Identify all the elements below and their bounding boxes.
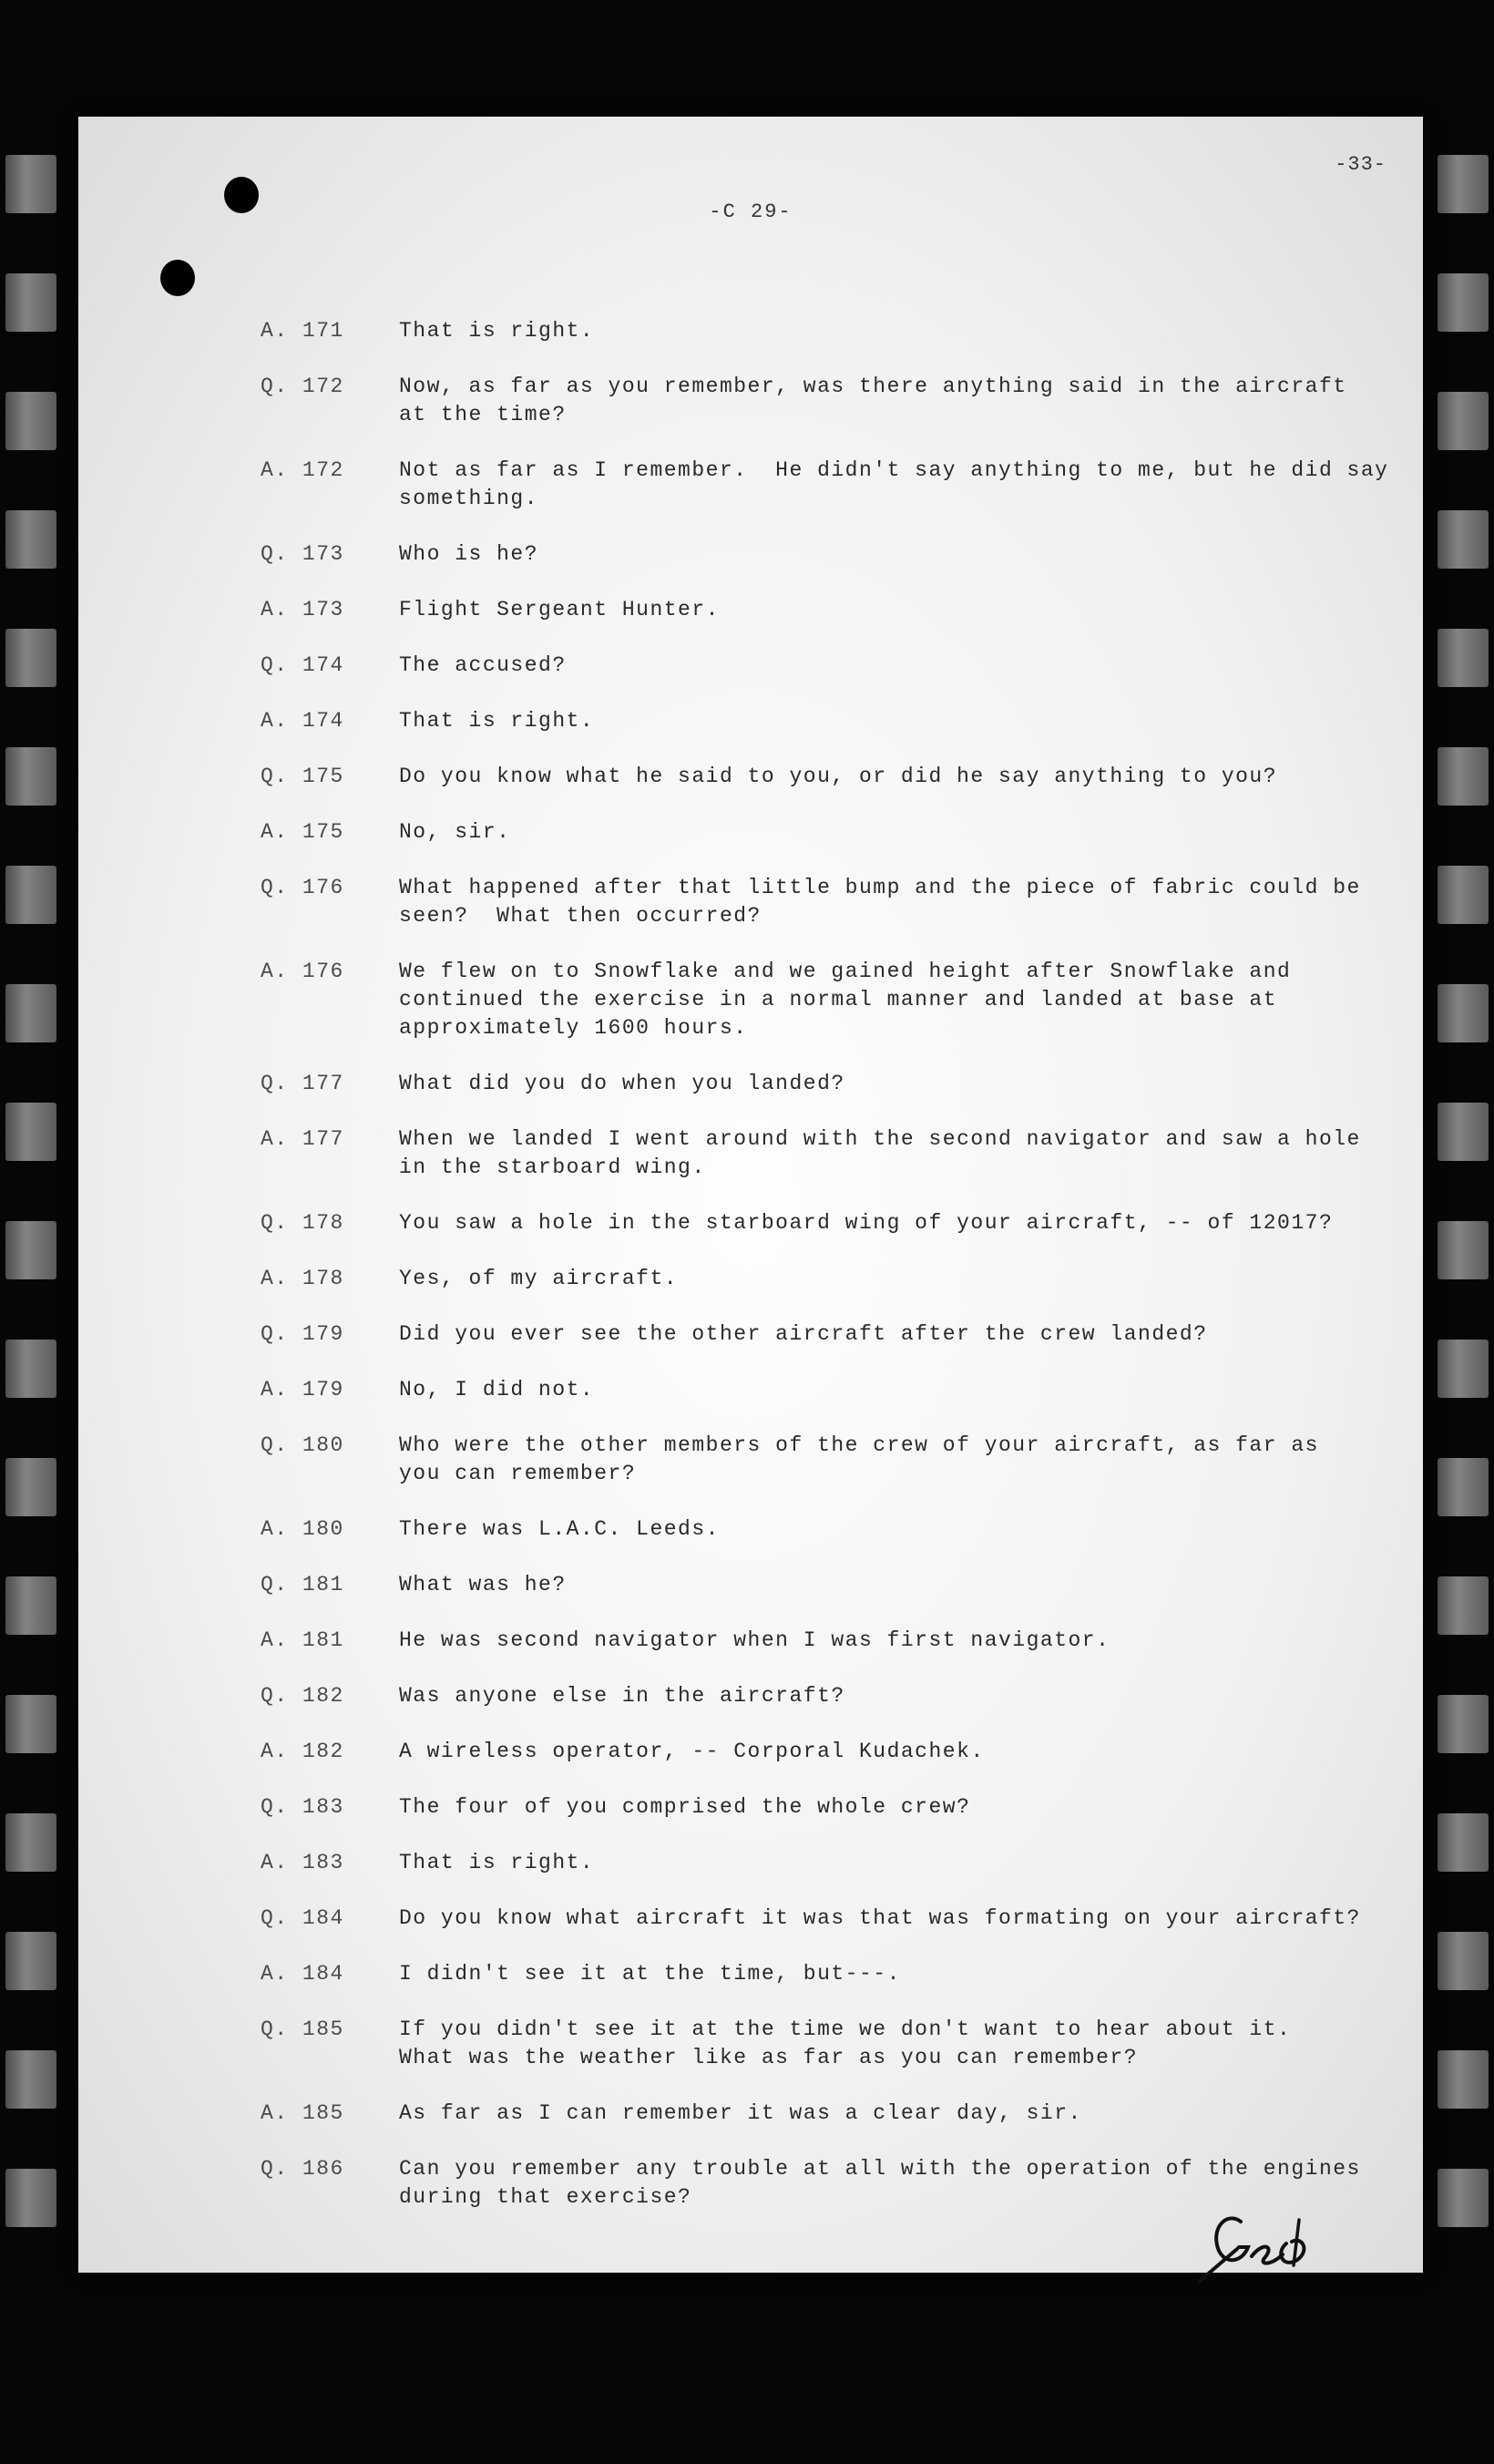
entry-label: A. 185 [261, 2101, 344, 2125]
entry-text: What did you do when you landed? [399, 1072, 845, 1095]
entry-text: No, sir. [399, 820, 511, 844]
film-strip-right [1432, 0, 1494, 2464]
transcript-entry [261, 652, 1399, 680]
entry-label: Q. 176 [261, 876, 344, 899]
entry-text: No, I did not. [399, 1378, 595, 1401]
transcript-entry [261, 1515, 1399, 1544]
sprocket-hole [1438, 1103, 1489, 1161]
entry-text: Yes, of my aircraft. [399, 1267, 679, 1290]
entry-label: Q. 182 [261, 1684, 344, 1708]
transcript-entry [261, 1209, 1399, 1237]
transcript-entry [261, 707, 1399, 735]
transcript-entry [261, 818, 1399, 847]
entry-text: What happened after that little bump and the piece of fabric could be seen? What then occurred? [399, 876, 1361, 928]
sprocket-hole [5, 866, 56, 924]
entry-label: Q. 172 [261, 375, 344, 398]
entry-label: A. 175 [261, 820, 344, 844]
entry-text: Who is he? [399, 542, 539, 566]
entry-label: Q. 178 [261, 1211, 344, 1235]
document-page [78, 117, 1423, 2273]
transcript-entry [261, 2100, 1399, 2128]
transcript-entry [261, 1571, 1399, 1599]
entry-text: Not as far as I remember. He didn't say anything to me, but he did say something. [399, 458, 1389, 510]
transcript-entry [261, 596, 1399, 624]
sprocket-hole [5, 2050, 56, 2109]
entry-label: Q. 175 [261, 765, 344, 788]
sprocket-hole [1438, 984, 1489, 1042]
page-number-center: -C 29- [709, 200, 793, 223]
entry-label: A. 171 [261, 319, 344, 343]
entry-label: Q. 177 [261, 1072, 344, 1095]
entry-label: A. 177 [261, 1127, 344, 1151]
sprocket-hole [1438, 392, 1489, 450]
entry-text: Can you remember any trouble at all with the operation of the engines during that exercise? [399, 2157, 1361, 2209]
sprocket-hole [5, 392, 56, 450]
entry-text: We flew on to Snowflake and we gained height after Snowflake and continued the exercise in a normal manner and landed at base at approximately 1600 hours. [399, 960, 1292, 1040]
entry-text: That is right. [399, 709, 595, 733]
transcript-entry [261, 1265, 1399, 1293]
entry-text: I didn't see it at the time, but---. [399, 1962, 901, 1986]
entry-text: Who were the other members of the crew of your aircraft, as far as you can remember? [399, 1433, 1319, 1485]
transcript [261, 317, 1399, 2239]
entry-label: A. 180 [261, 1517, 344, 1541]
sprocket-hole [1438, 1932, 1489, 1990]
sprocket-hole [5, 2169, 56, 2227]
transcript-entry [261, 1793, 1399, 1822]
entry-label: Q. 185 [261, 2017, 344, 2041]
transcript-entry [261, 1627, 1399, 1655]
sprocket-hole [5, 629, 56, 687]
entry-label: Q. 180 [261, 1433, 344, 1457]
entry-label: Q. 183 [261, 1795, 344, 1819]
punch-hole [160, 260, 195, 296]
sprocket-hole [5, 1221, 56, 1279]
entry-text: Do you know what he said to you, or did he say anything to you? [399, 765, 1278, 788]
transcript-entry [261, 1376, 1399, 1404]
transcript-entry [261, 1320, 1399, 1349]
entry-label: Q. 173 [261, 542, 344, 566]
sprocket-hole [5, 1695, 56, 1753]
transcript-entry [261, 2016, 1399, 2072]
transcript-entry [261, 1849, 1399, 1877]
film-strip-left [0, 0, 62, 2464]
entry-text: That is right. [399, 1851, 595, 1874]
transcript-entry [261, 874, 1399, 930]
sprocket-hole [1438, 866, 1489, 924]
sprocket-hole [1438, 1340, 1489, 1398]
sprocket-hole [1438, 1221, 1489, 1279]
sprocket-hole [1438, 510, 1489, 569]
entry-label: A. 172 [261, 458, 344, 482]
entry-text: When we landed I went around with the second navigator and saw a hole in the starboard wing. [399, 1127, 1361, 1179]
entry-text: The four of you comprised the whole crew? [399, 1795, 971, 1819]
entry-text: Flight Sergeant Hunter. [399, 598, 720, 621]
entry-label: A. 184 [261, 1962, 344, 1986]
sprocket-hole [5, 1458, 56, 1516]
transcript-entry [261, 457, 1399, 513]
entry-label: A. 183 [261, 1851, 344, 1874]
sprocket-hole [1438, 2050, 1489, 2109]
entry-label: A. 179 [261, 1378, 344, 1401]
entry-text: What was he? [399, 1573, 567, 1596]
entry-label: Q. 184 [261, 1906, 344, 1930]
entry-text: Was anyone else in the aircraft? [399, 1684, 845, 1708]
transcript-entry [261, 1738, 1399, 1766]
sprocket-hole [5, 1813, 56, 1872]
signature-initials [1199, 2202, 1345, 2284]
entry-label: A. 173 [261, 598, 344, 621]
entry-text: You saw a hole in the starboard wing of your aircraft, -- of 12017? [399, 1211, 1334, 1235]
entry-text: That is right. [399, 319, 595, 343]
entry-label: A. 182 [261, 1740, 344, 1763]
transcript-entry [261, 540, 1399, 569]
entry-label: Q. 181 [261, 1573, 344, 1596]
sprocket-hole [1438, 1813, 1489, 1872]
entry-label: A. 178 [261, 1267, 344, 1290]
entry-text: The accused? [399, 653, 567, 677]
transcript-entry [261, 763, 1399, 791]
entry-text: A wireless operator, -- Corporal Kudachek. [399, 1740, 985, 1763]
entry-text: As far as I can remember it was a clear day, sir. [399, 2101, 1082, 2125]
entry-text: If you didn't see it at the time we don't want to hear about it. What was the weather like as far as you can remember? [399, 2017, 1292, 2069]
entry-label: Q. 174 [261, 653, 344, 677]
transcript-entry [261, 317, 1399, 345]
entry-label: Q. 179 [261, 1322, 344, 1346]
entry-text: Do you know what aircraft it was that was formating on your aircraft? [399, 1906, 1361, 1930]
entry-label: A. 176 [261, 960, 344, 983]
entry-label: A. 174 [261, 709, 344, 733]
sprocket-hole [1438, 1695, 1489, 1753]
entry-label: A. 181 [261, 1628, 344, 1652]
transcript-entry [261, 1432, 1399, 1488]
transcript-entry [261, 1682, 1399, 1710]
sprocket-hole [1438, 747, 1489, 806]
sprocket-hole [5, 1103, 56, 1161]
sprocket-hole [1438, 629, 1489, 687]
sprocket-hole [5, 1932, 56, 1990]
entry-text: Did you ever see the other aircraft after the crew landed? [399, 1322, 1208, 1346]
sprocket-hole [5, 1576, 56, 1635]
sprocket-hole [5, 747, 56, 806]
sprocket-hole [5, 1340, 56, 1398]
transcript-entry [261, 1960, 1399, 1988]
sprocket-hole [1438, 1458, 1489, 1516]
transcript-entry [261, 958, 1399, 1042]
sprocket-hole [1438, 155, 1489, 213]
sprocket-hole [5, 273, 56, 332]
sprocket-hole [5, 510, 56, 569]
entry-text: Now, as far as you remember, was there anything said in the aircraft at the time? [399, 375, 1347, 426]
entry-text: He was second navigator when I was first navigator. [399, 1628, 1110, 1652]
sprocket-hole [1438, 273, 1489, 332]
page-number-top: -33- [1335, 153, 1387, 176]
transcript-entry [261, 1904, 1399, 1933]
sprocket-hole [5, 155, 56, 213]
transcript-entry [261, 373, 1399, 429]
sprocket-hole [1438, 2169, 1489, 2227]
entry-label: Q. 186 [261, 2157, 344, 2181]
transcript-entry [261, 1125, 1399, 1182]
sprocket-hole [1438, 1576, 1489, 1635]
sprocket-hole [5, 984, 56, 1042]
transcript-entry [261, 1070, 1399, 1098]
entry-text: There was L.A.C. Leeds. [399, 1517, 720, 1541]
